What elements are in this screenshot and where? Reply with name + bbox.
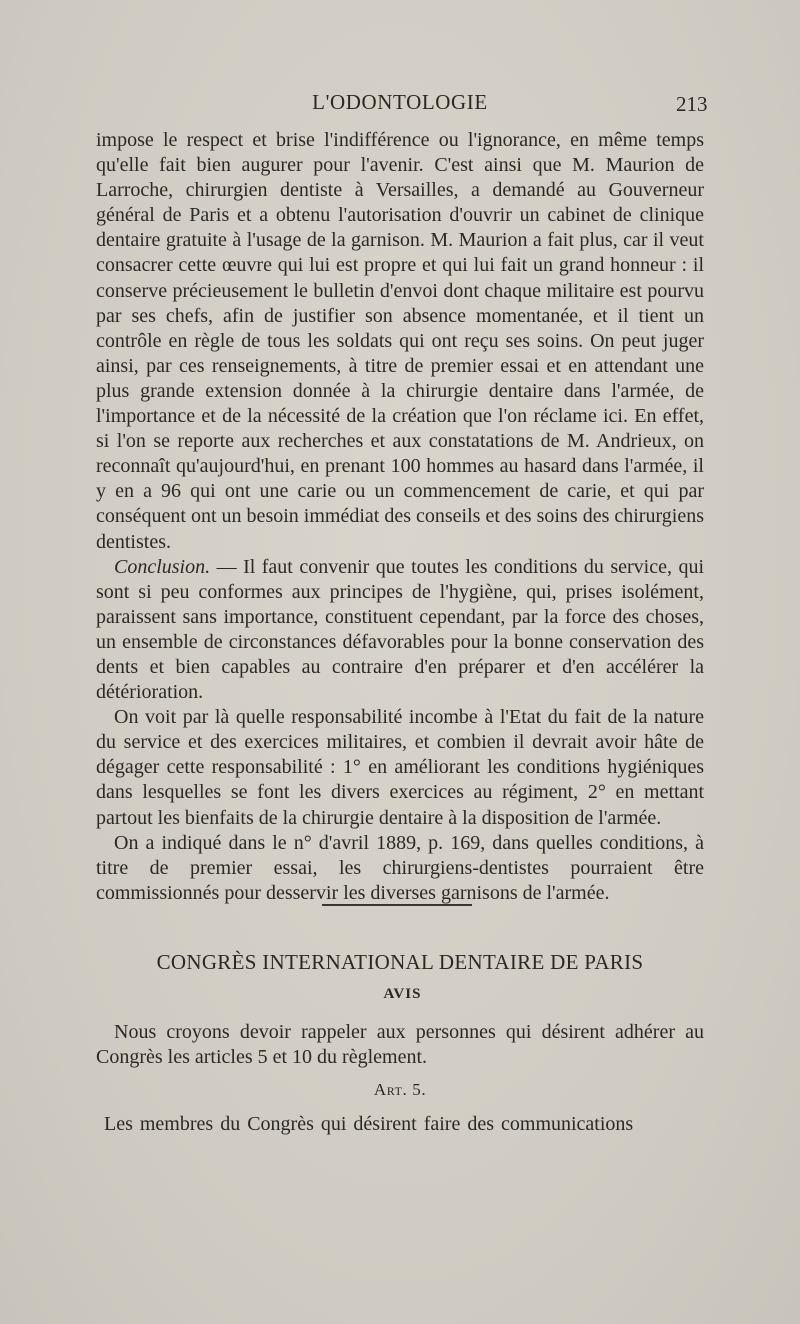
page-number: 213: [676, 92, 708, 116]
notice-text: [96, 1020, 704, 1070]
notice-paragraph: Nous croyons devoir rappeler aux personnes qui désirent adhérer au Congrès les articles 5 et 10 du règlement.: [96, 1021, 704, 1068]
article-heading: Art. 5.: [373, 1080, 427, 1099]
section-divider: [322, 904, 472, 906]
conclusion-paragraph: [96, 555, 704, 706]
section-title: CONGRÈS INTERNATIONAL DENTAIRE DE PARIS: [156, 950, 644, 974]
article-body: [96, 128, 704, 906]
conclusion-text: — Il faut convenir que toutes les conditions du service, qui sont si peu conformes aux principes de l'hygiène, qui, prises isolément, paraissent sans importance, constituent cependant, par la force des choses, un ensemble de circonstances défavorables pour la bonne conservation des dents et bien capables au contraire d'en préparer et d'en accélérer la détérioration.: [96, 555, 704, 704]
conclusion-label: Conclusion.: [114, 555, 211, 578]
article-text: Les membres du Congrès qui désirent faire des communications: [104, 1113, 634, 1135]
body-paragraph: impose le respect et brise l'indifférence ou l'ignorance, en même temps qu'elle fait bien augurer pour l'avenir. C'est ainsi que M. Maurion de Larroche, chirurgien dentiste à Versailles, a demandé au Gouverneur général de Paris et a obtenu l'autorisation d'ouvrir un cabinet de clinique dentaire gratuite à l'usage de la garnison. M. Maurion a fait plus, car il veut consacrer cette œuvre qui lui est propre et qui lui fait un grand honneur : il conserve précieusement le bulletin d'envoi dont chaque militaire est pourvu par ses chefs, afin de justifier son absence momentanée, et il tient un contrôle en règle de tous les soldats qui ont reçu ses soins. On peut juger ainsi, par ces renseignements, à titre de premier essai et en attendant une plus grande extension donnée à la chirurgie dentaire dans l'armée, de l'importance et de la nécessité de la création que l'on réclame ici. En effet, si l'on se reporte aux recherches et aux constatations de M. Andrieux, on reconnaît qu'aujourd'hui, en prenant 100 hommes au hasard dans l'armée, il y en a 96 qui ont une carie ou un commencement de carie, et qui par conséquent ont un besoin immédiat des conseils et des soins des chirurgiens dentistes.: [96, 129, 704, 553]
avis-ornament: AVIS: [383, 986, 422, 1002]
body-paragraph: On a indiqué dans le n° d'avril 1889, p. 169, dans quelles conditions, à titre de premier essai, les chirurgiens-dentistes pourraient être commissionnés pour desservir les diverses garnisons de l'armée.: [96, 831, 704, 904]
running-title: L'ODONTOLOGIE: [312, 90, 488, 114]
body-paragraph: On voit par là quelle responsabilité incombe à l'Etat du fait de la nature du service et des exercices militaires, et combien il devrait avoir hâte de dégager cette responsabilité : 1° en améliorant les conditions hygiéniques dans lesquelles se font les divers exercices au régiment, 2° en mettant partout les bienfaits de la chirurgie dentaire à la disposition de l'armée.: [96, 706, 704, 829]
